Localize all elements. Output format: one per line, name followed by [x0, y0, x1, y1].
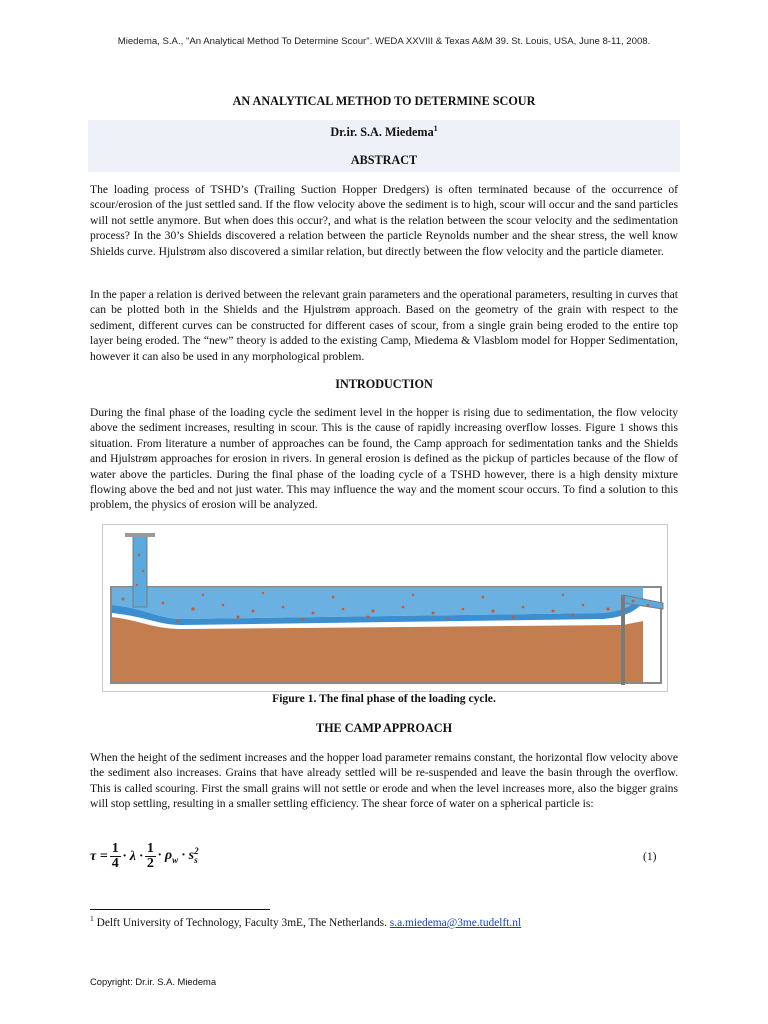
footnote-text: Delft University of Technology, Faculty 3mE, The Netherlands. [93, 916, 390, 929]
copyright-notice: Copyright: Dr.ir. S.A. Miedema [90, 976, 217, 987]
overflow-wall [621, 595, 625, 685]
camp-approach-heading: THE CAMP APPROACH [315, 721, 453, 735]
running-header: Miedema, S.A., "An Analytical Method To Determine Scour". WEDA XXVIII & Texas A&M 39. St. Louis, USA, June 8-11, 2008. [117, 36, 651, 47]
equation-rho-term: · $\rho_w \cdot s$ 2 s [157, 846, 199, 866]
author-line [0, 124, 768, 140]
email-link[interactable]: s.a.miedema@3me.tudelft.nl [389, 916, 522, 929]
footnote-rule [90, 909, 270, 910]
author-name: Dr.ir. S.A. Miedema [330, 125, 434, 140]
fraction-denominator: 4 [111, 856, 119, 871]
hopper-illustration [103, 525, 667, 691]
author-footnote-mark: 1 [433, 124, 438, 133]
abstract-paragraph-1: The loading process of TSHD’s (Trailing Suction Hopper Dredgers) is often terminated because of the occurrence of scour/erosion of the just settled sand. If the flow velocity above the sediment is to high, scour will occur and the sand particles will not settle anymore. But when does this occur?, and what is the relation between the scour velocity and the sedimentation process? In the 30’s Shields discovered a relation between the particle Reynolds number and the shear stress, the well know Shields curve. Hjulstrøm also discovered a similar relation, but directly between the flow velocity and the particle diameter. [90, 183, 678, 258]
abstract-heading: ABSTRACT [350, 153, 418, 167]
fraction-denominator: 2 [146, 856, 154, 871]
inlet-pipe [133, 535, 147, 607]
equation-fraction-half [145, 842, 156, 871]
figure-1-hopper-diagram [102, 524, 668, 692]
introduction-heading: INTRODUCTION [335, 377, 433, 391]
camp-paragraph: When the height of the sediment increases and the hopper load parameter remains constant, the horizontal flow velocity above the sediment also increases. Grains that have already settled will be re-suspended and leave the basin through the overflow. This is called scouring. First the small grains will not settle or erode and when the level increases more, also the bigger grains will stop settling, resulting in a smaller settling efficiency. The shear force of water on a spherical particle is: [90, 751, 678, 811]
inlet-pipe-cap [125, 533, 155, 537]
equation-lhs: τ = [90, 848, 108, 864]
introduction-paragraph: During the final phase of the loading cycle the sediment level in the hopper is rising due to sedimentation, the flow velocity above the sediment increases, resulting in scour. This is the cause of rapidly increasing overflow losses. Figure 1 shows this situation. From literature a number of approaches can be found, the Camp approach for sedimentation tanks and the Shields and Hjulstrøm approaches for erosion in rivers. In general erosion is defined as the pickup of particles because of the flow of water above the particles. During the final phase of the loading cycle of a TSHD however, there is a high density mixture flowing above the bed and not just water. This may influence the way and the moment scour occurs. To find a solution to this problem, the physics of erosion will be analyzed. [90, 406, 678, 512]
sediment-bed [112, 617, 643, 682]
equation-1 [90, 842, 199, 871]
fraction-numerator: 1 [111, 841, 119, 856]
equation-lambda-term: · λ · [122, 848, 143, 864]
footnote [90, 914, 521, 929]
equation-fraction-quarter [110, 842, 121, 871]
equation-number: (1) [643, 850, 657, 863]
paper-title: AN ANALYTICAL METHOD TO DETERMINE SCOUR [232, 94, 536, 108]
abstract-paragraph-2: In the paper a relation is derived between the relevant grain parameters and the operational parameters, resulting in curves that can be plotted both in the Shields and the Hjulstrøm approach. Based on the geometry of the grain with respect to the sediment, different curves can be constructed for different cases of scour, from a single grain being eroded to the entire top layer being eroded. The “new” theory is added to the existing Camp, Miedema & Vlasblom model for Hopper Sedimentation, however it can also be used in any morphological problem. [90, 288, 678, 363]
footnote-mark: 1 [90, 914, 94, 923]
fraction-numerator: 1 [146, 841, 154, 856]
figure-caption: Figure 1. The final phase of the loading cycle. [272, 692, 496, 705]
